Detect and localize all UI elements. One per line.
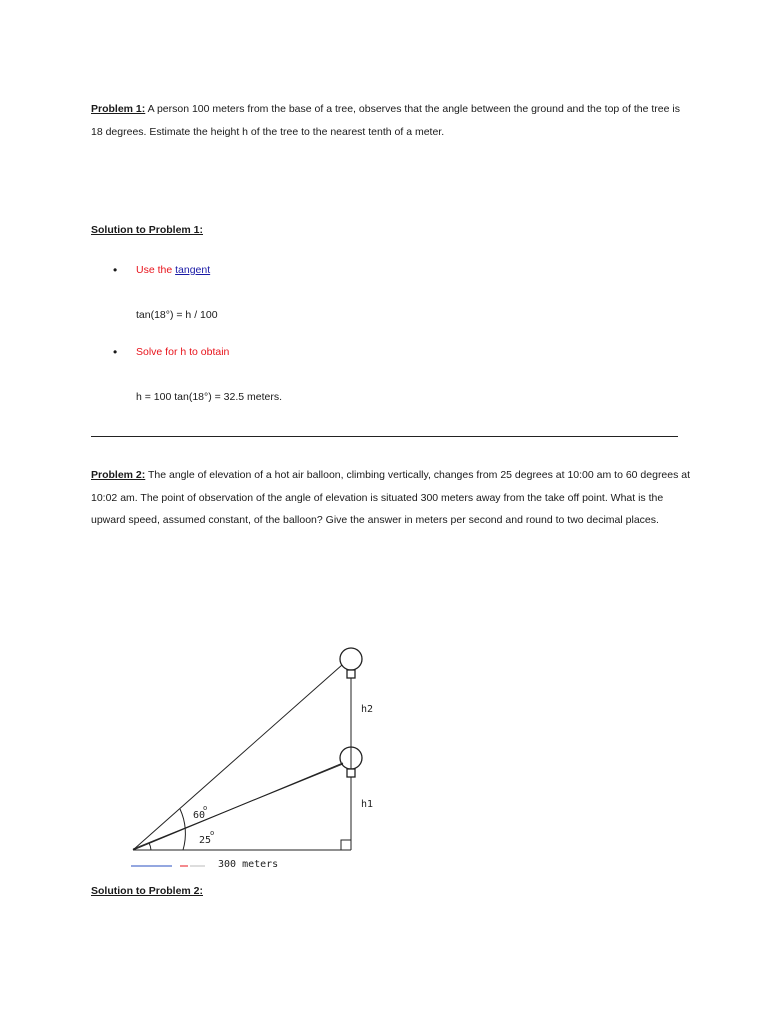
equation-1: tan(18°) = h / 100 [136,309,218,321]
problem-1-text: A person 100 meters from the base of a tree, observes that the angle between the ground and the top of the tree is 18 degrees. Estimate the height h of the tree to the nearest tenth of a meter. [91,103,680,138]
label-angle-25: 25 [199,835,212,846]
problem-1-label: Problem 1: [91,103,146,115]
sight-line-25-thick [133,764,343,849]
problem-2-label: Problem 2: [91,469,146,481]
sight-line-60 [133,665,342,850]
bullet-icon: • [113,345,118,359]
problem-2-text: The angle of elevation of a hot air balloon, climbing vertically, changes from 25 degrees at 10:00 am to 60 degrees at 10:02 am. The point of observation of the angle of elevation is situated 300 meters away from the take off point. What is the upward speed, assumed constant, of the balloon? Give the answer in meters per second and round to two decimal places. [91,469,691,526]
label-300-meters: 300 meters [218,859,279,870]
degree-mark-60: o [203,804,208,812]
upper-balloon-icon [340,648,362,670]
solution-2-label: Solution to Problem 2: [91,885,203,897]
equation-2: h = 100 tan(18°) = 32.5 meters. [136,391,283,403]
lower-basket-icon [347,769,355,777]
upper-basket-icon [347,670,355,678]
label-h1: h1 [361,799,374,810]
step-1-text: Use the [136,264,176,276]
bullet-icon: • [113,263,118,277]
label-h2: h2 [361,704,374,715]
label-angle-60: 60 [193,810,206,821]
angle-arc-25 [149,843,151,850]
solution-1-step-2: Solve for h to obtain [136,346,230,358]
right-angle-marker [341,840,351,850]
tangent-link[interactable]: tangent [175,264,211,276]
degree-mark-25: o [210,829,215,837]
solution-1-label: Solution to Problem 1: [91,224,203,236]
